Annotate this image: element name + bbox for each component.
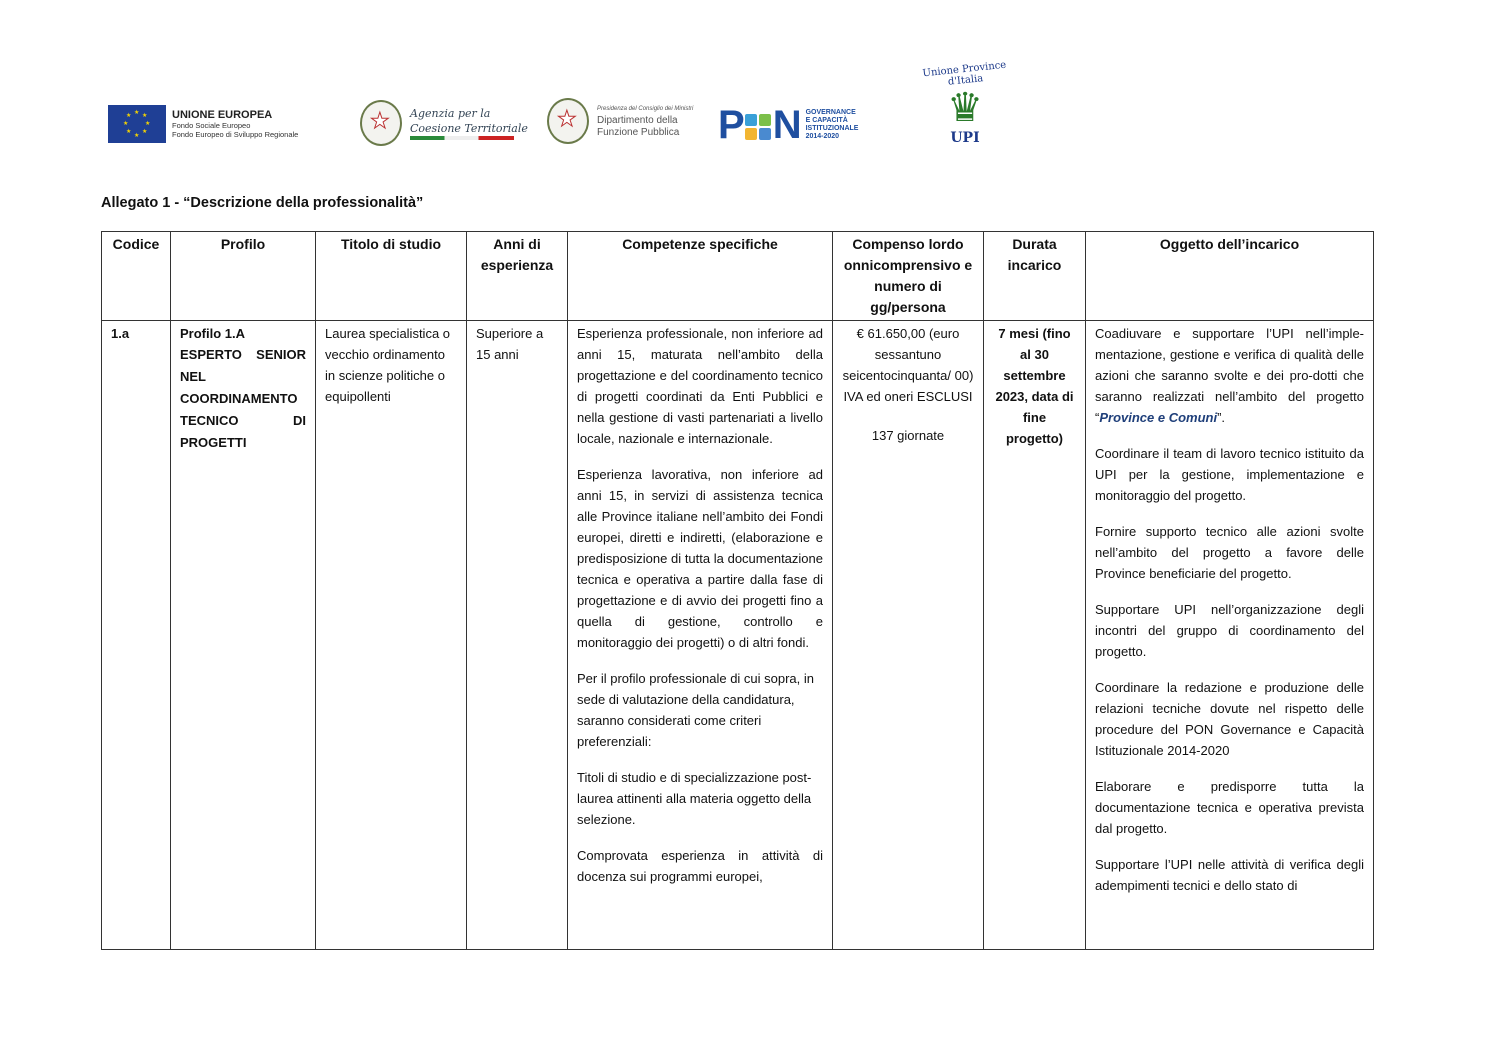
agenzia-line2: Coesione Territoriale	[410, 122, 528, 135]
italian-emblem-icon	[360, 100, 402, 146]
crown-laurel-icon: ♛	[947, 86, 983, 130]
dfp-line1: Dipartimento della	[597, 115, 678, 126]
cell-durata: 7 mesi (fino al 30 settembre 2023, data di fine progetto)	[984, 321, 1086, 950]
oggetto-paragraph	[1095, 323, 1364, 428]
table-header-row	[102, 232, 1374, 321]
profile-table	[101, 231, 1374, 950]
dfp-line2: Funzione Pubblica	[597, 127, 680, 138]
oggetto-paragraph: Coordinare il team di lavoro tecnico istituito da UPI per la gestione, implementazione e monitoraggio del progetto.	[1095, 446, 1364, 503]
agenzia-line1: Agenzia per la	[410, 107, 491, 120]
pon-line1: GOVERNANCE	[805, 109, 856, 116]
header-compenso: Compenso lordo onnicomprensivo e numero di gg/persona	[833, 232, 984, 321]
header-anni: Anni di esperienza	[467, 232, 568, 321]
header-competenze: Competenze specifiche	[568, 232, 833, 321]
oggetto-paragraph: Fornire supporto tecnico alle azioni svolte nell’ambito del progetto a favore delle Province beneficiarie del progetto.	[1095, 524, 1364, 581]
cell-profilo	[171, 321, 316, 950]
header-durata: Durata incarico	[984, 232, 1086, 321]
oggetto-text: ”.	[1217, 410, 1226, 425]
italian-emblem-icon	[547, 98, 589, 144]
cell-anni: Superiore a 15 anni	[467, 321, 568, 950]
header-profilo: Profilo	[171, 232, 316, 321]
oggetto-text: Coadiuvare e supportare l’UPI nell’imple-mentazione, gestione e verifica di qualità delle azioni che saranno svolte e dei pro-dotti che saranno realizzati nell’ambito del progetto “	[1095, 326, 1364, 425]
eu-logo	[108, 105, 298, 143]
competenze-paragraph: Esperienza professionale, non inferiore ad anni 15, maturata nell’ambito della progettazione e del coordinamento tecnico di progetti coordinati da Enti Pubblici e nella gestione di vasti partenariati a livello locale, nazionale e internazionale.	[577, 326, 823, 446]
header-codice: Codice	[102, 232, 171, 321]
cell-competenze	[568, 321, 833, 950]
oggetto-paragraph: Supportare l’UPI nelle attività di verifica degli adempimenti tecnici e dello stato di	[1095, 857, 1364, 893]
header-titolo: Titolo di studio	[316, 232, 467, 321]
competenze-paragraph: Esperienza lavorativa, non inferiore ad anni 15, in servizi di assistenza tecnica alle Province italiane nell’ambito dei Fondi europei, diretti e indiretti, (elaborazione e predisposizione di tutta la documentazione tecnica e operativa a partire dalla fase di progettazione e di avvio dei progetti fino a quella di gestione, controllo e monitoraggio dei progetti) o di altri fondi.	[577, 467, 823, 650]
upi-logo	[910, 59, 1020, 146]
pon-squares-icon	[745, 114, 771, 140]
table-row	[102, 321, 1374, 950]
cell-codice: 1.a	[102, 321, 171, 950]
funzione-pubblica-logo	[547, 98, 693, 144]
pon-n: N	[772, 103, 800, 147]
pon-line2: E CAPACITÀ	[805, 117, 848, 124]
upi-name: UPI	[950, 130, 980, 146]
compenso-giornate: 137 giornate	[871, 428, 945, 443]
eu-title: UNIONE EUROPEA	[172, 109, 273, 121]
eu-flag-icon: ★ ★ ★ ★ ★ ★ ★ ★	[108, 105, 166, 143]
competenze-paragraph: Comprovata esperienza in attività di docenza sui programmi europei,	[577, 848, 823, 884]
dfp-small: Presidenza del Consiglio dei Ministri	[597, 106, 694, 112]
upi-arc-text: Unione Province d'Italia	[922, 59, 1007, 88]
cell-oggetto	[1086, 321, 1374, 950]
profilo-title: Profilo 1.A	[180, 326, 246, 341]
pon-line3: ISTITUZIONALE	[805, 125, 859, 132]
competenze-paragraph: Titoli di studio e di specializzazione post-laurea attinenti alla materia oggetto della selezione.	[577, 770, 812, 827]
document-title: Allegato 1 - “Descrizione della professionalità”	[101, 195, 424, 211]
oggetto-paragraph: Supportare UPI nell’organizzazione degli incontri del gruppo di coordinamento del progetto.	[1095, 602, 1364, 659]
oggetto-paragraph: Elaborare e predisporre tutta la documentazione tecnica e operativa prevista dal progetto.	[1095, 779, 1364, 836]
pon-logo	[718, 103, 859, 147]
header-oggetto: Oggetto dell’incarico	[1086, 232, 1374, 321]
eu-line2: Fondo Europeo di Sviluppo Regionale	[172, 130, 299, 139]
pon-p: P	[718, 103, 743, 147]
cell-titolo: Laurea specialistica o vecchio ordinamento in scienze politiche o equipollenti	[316, 321, 467, 950]
oggetto-paragraph: Coordinare la redazione e produzione delle relazioni tecniche dovute nel rispetto delle procedure del PON Governance e Capacità Istituzionale 2014-2020	[1095, 680, 1364, 758]
competenze-paragraph: Per il profilo professionale di cui sopra, in sede di valutazione della candidatura, saranno considerati come criteri preferenziali:	[577, 671, 815, 749]
agenzia-coesione-logo	[360, 100, 528, 146]
compenso-amount: € 61.650,00 (euro sessantuno seicentocinquanta/ 00) IVA ed oneri ESCLUSI	[842, 326, 974, 404]
eu-line1: Fondo Sociale Europeo	[172, 121, 251, 130]
project-name: Province e Comuni	[1099, 410, 1218, 425]
tricolore-bar	[410, 136, 514, 140]
pon-line4: 2014-2020	[805, 133, 840, 140]
cell-compenso	[833, 321, 984, 950]
profilo-description: ESPERTO SENIOR NEL COORDINAMENTO TECNICO DI PROGETTI	[180, 347, 306, 450]
